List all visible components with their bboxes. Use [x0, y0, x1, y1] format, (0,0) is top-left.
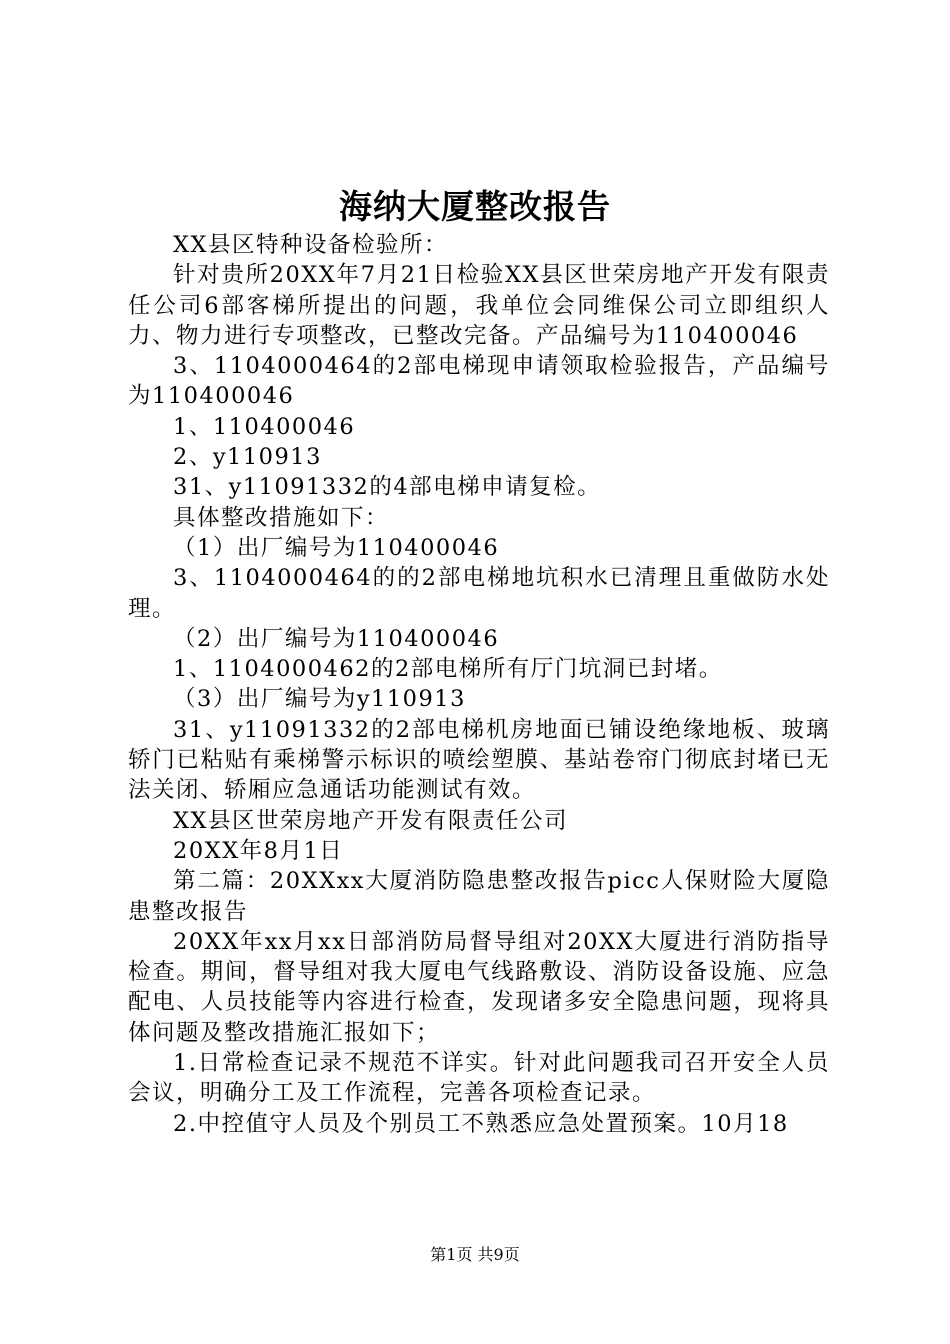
paragraph: 3、1104000464的2部电梯现申请领取检验报告，产品编号为110400046 [128, 353, 830, 410]
paragraph: （3）出厂编号为y110913 [173, 686, 466, 713]
paragraph: （1）出厂编号为110400046 [173, 534, 500, 561]
paragraph: 20XX年8月1日 [173, 837, 344, 864]
paragraph: 具体整改措施如下： [173, 504, 390, 531]
paragraph: 20XX年xx月xx日部消防局督导组对20XX大厦进行消防指导检查。期间，督导组对我大厦电气线路敷设、消防设备设施、应急配电、人员技能等内容进行检查，发现诸多安全隐患问题，现将具体问题及整改措施汇报如下； [128, 928, 830, 1046]
paragraph: 2、y110913 [173, 444, 322, 471]
paragraph: 针对贵所20XX年7月21日检验XX县区世荣房地产开发有限责任公司6部客梯所提出的问题，我单位会同维保公司立即组织人力、物力进行专项整改，已整改完备。产品编号为110400046 [128, 262, 830, 349]
document-body [128, 230, 830, 1139]
paragraph: 第二篇：20XXxx大厦消防隐患整改报告picc人保财险大厦隐患整改报告 [128, 868, 830, 925]
paragraph: 1、1104000462的2部电梯所有厅门坑洞已封堵。 [173, 656, 723, 683]
paragraph: 31、y11091332的2部电梯机房地面已铺设绝缘地板、玻璃轿门已粘贴有乘梯警示标识的喷绘塑膜、基站卷帘门彻底封堵已无法关闭、轿厢应急通话功能测试有效。 [128, 716, 830, 804]
document-title: 海纳大厦整改报告 [339, 187, 611, 226]
paragraph: 31、y11091332的4部电梯申请复检。 [173, 474, 602, 501]
paragraph: （2）出厂编号为110400046 [173, 625, 500, 652]
paragraph: XX县区世荣房地产开发有限责任公司 [173, 807, 569, 834]
paragraph: 2.中控值守人员及个别员工不熟悉应急处置预案。10月18 [173, 1110, 789, 1137]
paragraph: 1.日常检查记录不规范不详实。针对此问题我司召开安全人员会议，明确分工及工作流程，完善各项检查记录。 [128, 1050, 830, 1107]
paragraph: XX县区特种设备检验所： [173, 232, 449, 258]
paragraph: 3、1104000464的的2部电梯地坑积水已清理且重做防水处理。 [128, 565, 830, 622]
paragraph: 1、110400046 [173, 413, 356, 440]
page-footer: 第1页 共9页 [430, 1245, 520, 1264]
